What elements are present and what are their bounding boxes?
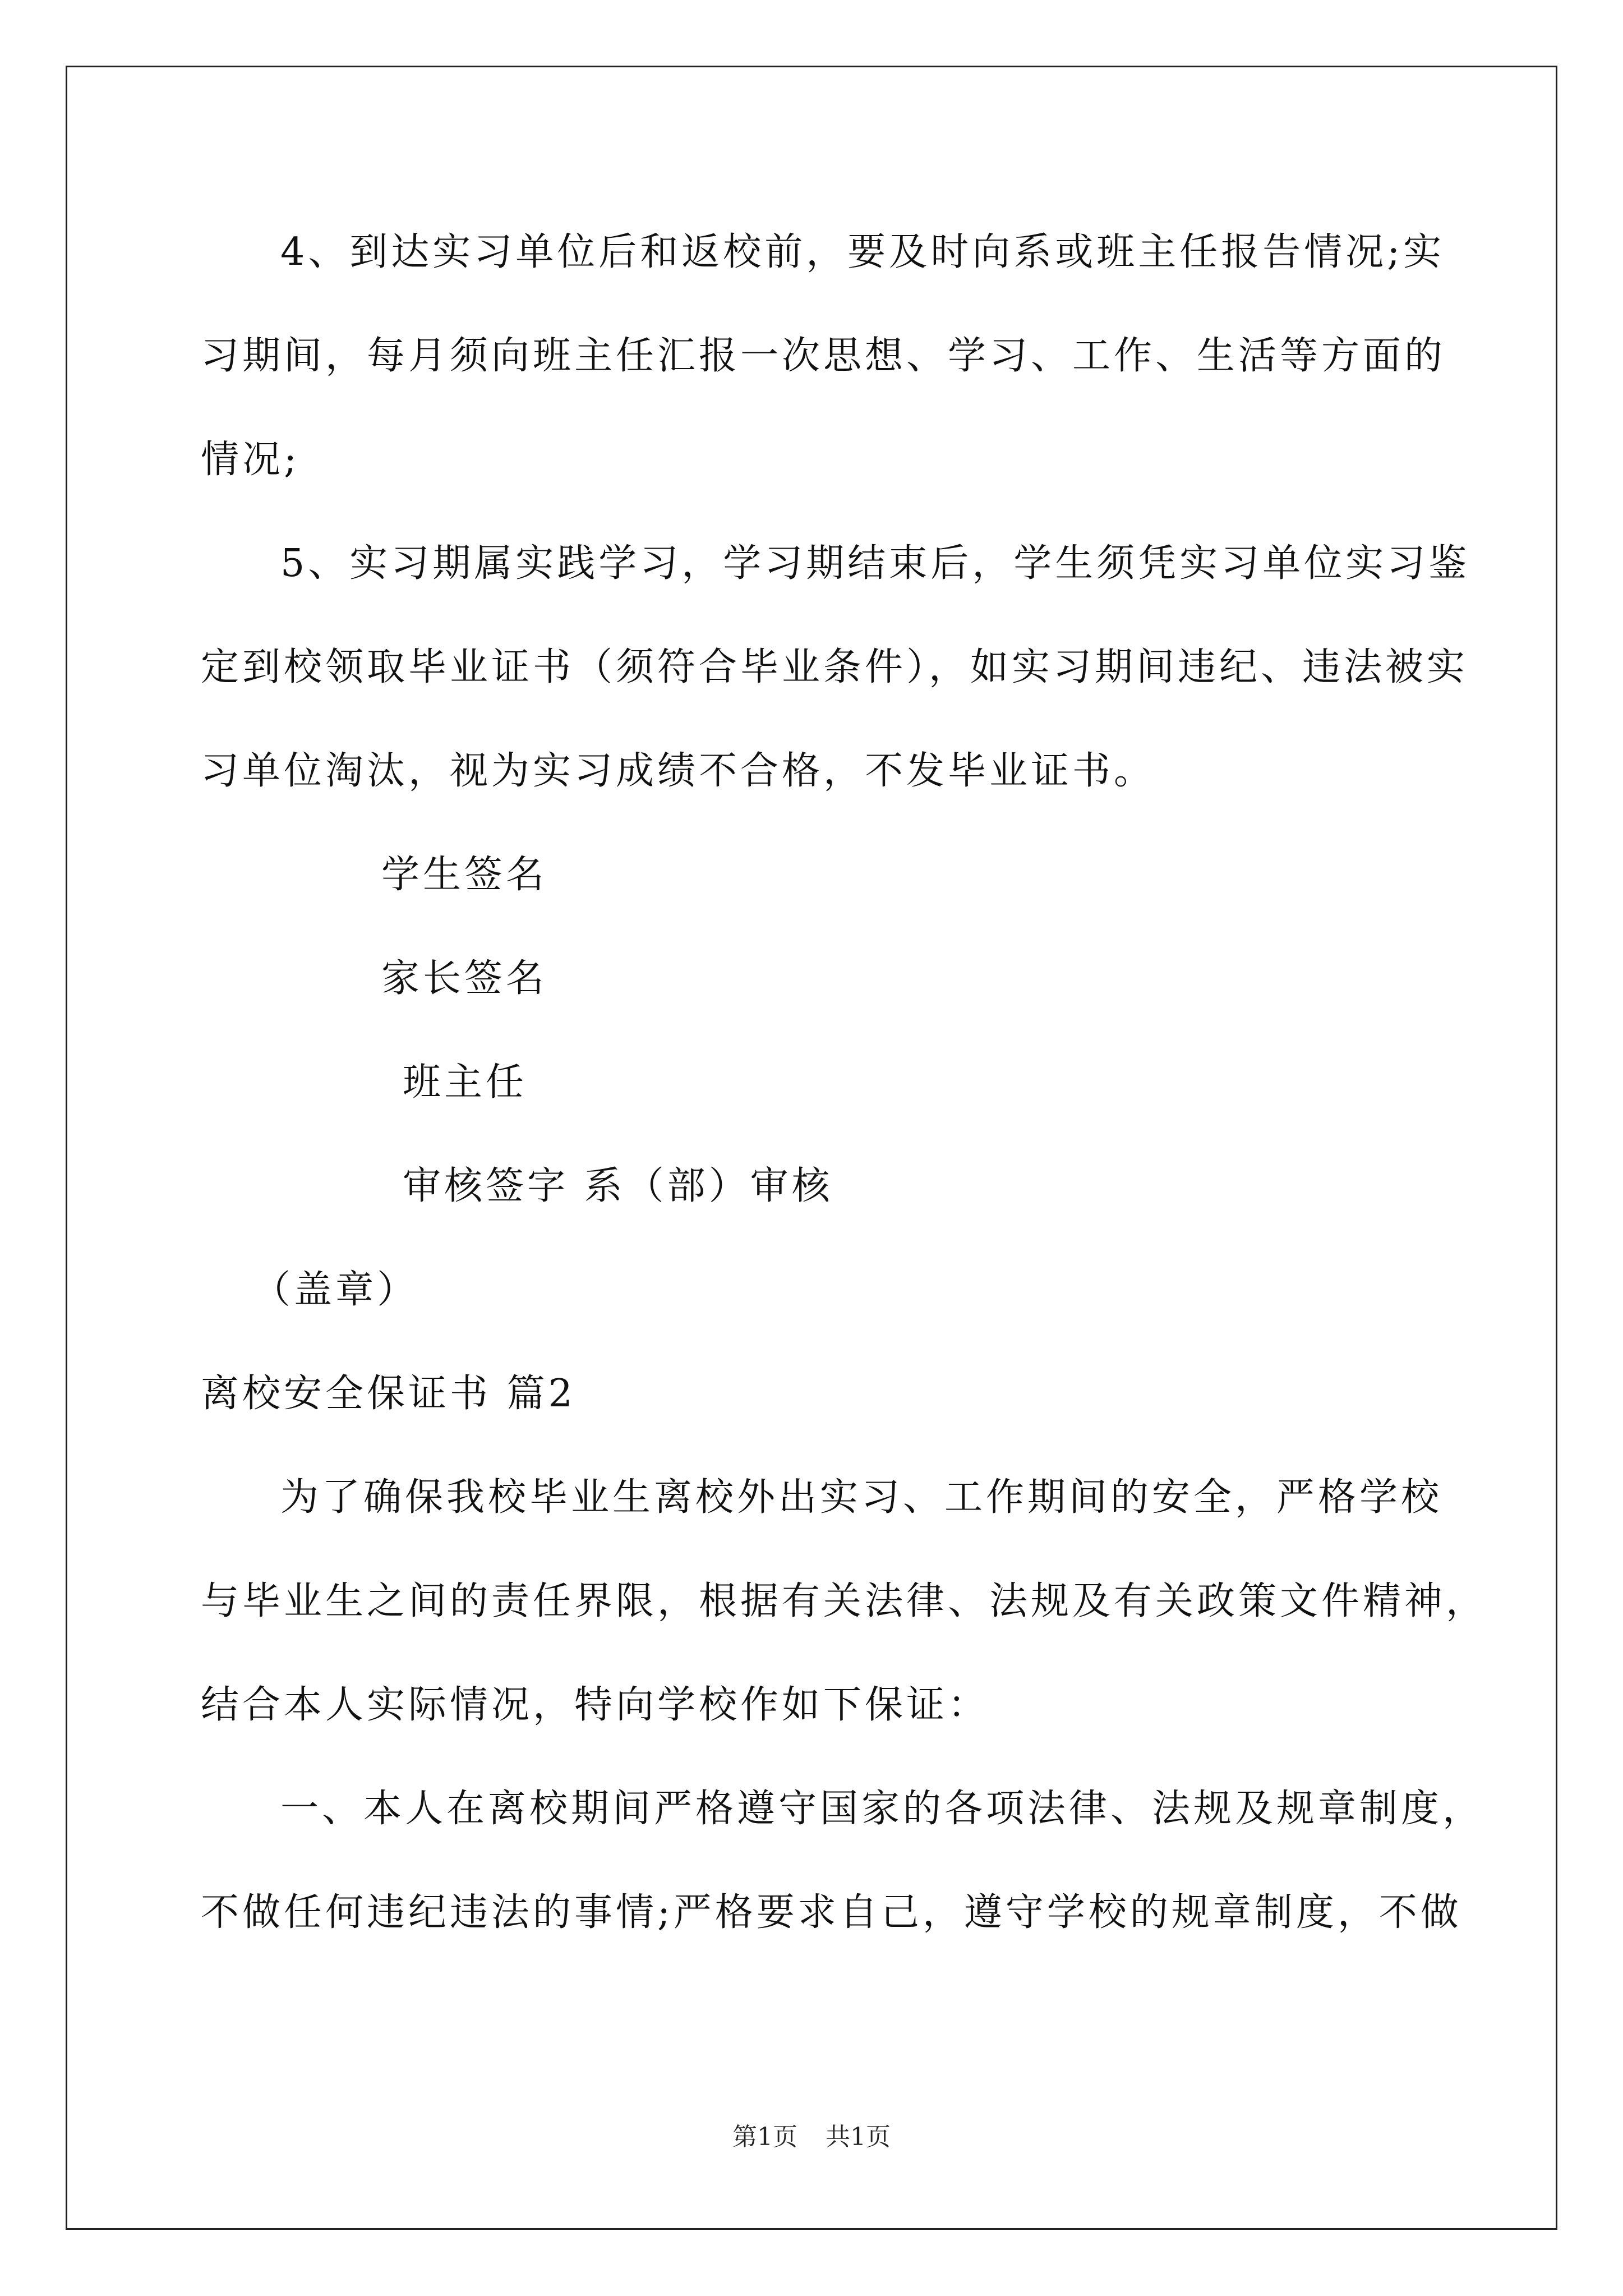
page-footer (0, 2120, 1623, 2154)
paragraph-line: 5、实习期属实践学习，学习期结束后，学生须凭实习单位实习鉴 (280, 541, 1470, 586)
paragraph-line: 为了确保我校毕业生离校外出实习、工作期间的安全，严格学校 (280, 1475, 1443, 1520)
student-signature-label: 学生签名 (381, 853, 548, 897)
paragraph-line: 与毕业生之间的责任界限，根据有关法律、法规及有关政策文件精神， (201, 1579, 1488, 1623)
paragraph-line: 4、到达实习单位后和返校前，要及时向系或班主任报告情况;实 (280, 230, 1445, 274)
paragraph-line: 结合本人实际情况，特向学校作如下保证： (201, 1683, 990, 1727)
paragraph-line: 不做任何违纪违法的事情;严格要求自己，遵守学校的规章制度，不做 (201, 1890, 1462, 1935)
seal-label: （盖章） (252, 1268, 419, 1312)
review-signature-label: 审核签字 系（部）审核 (403, 1164, 833, 1208)
class-teacher-label: 班主任 (403, 1060, 528, 1105)
paragraph-line: 习单位淘汰，视为实习成绩不合格，不发毕业证书。 (201, 749, 1156, 793)
paragraph-line: 定到校领取毕业证书（须符合毕业条件），如实习期间违纪、违法被实 (201, 645, 1469, 689)
parent-signature-label: 家长签名 (381, 956, 548, 1001)
section-title: 离校安全保证书 篇2 (201, 1372, 576, 1416)
paragraph-line: 一、本人在离校期间严格遵守国家的各项法律、法规及规章制度， (280, 1787, 1484, 1831)
page-number: 第1页 (732, 2123, 797, 2151)
total-pages: 共1页 (826, 2123, 891, 2151)
paragraph-line: 情况; (201, 438, 300, 482)
paragraph-line: 习期间，每月须向班主任汇报一次思想、学习、工作、生活等方面的 (201, 334, 1446, 378)
